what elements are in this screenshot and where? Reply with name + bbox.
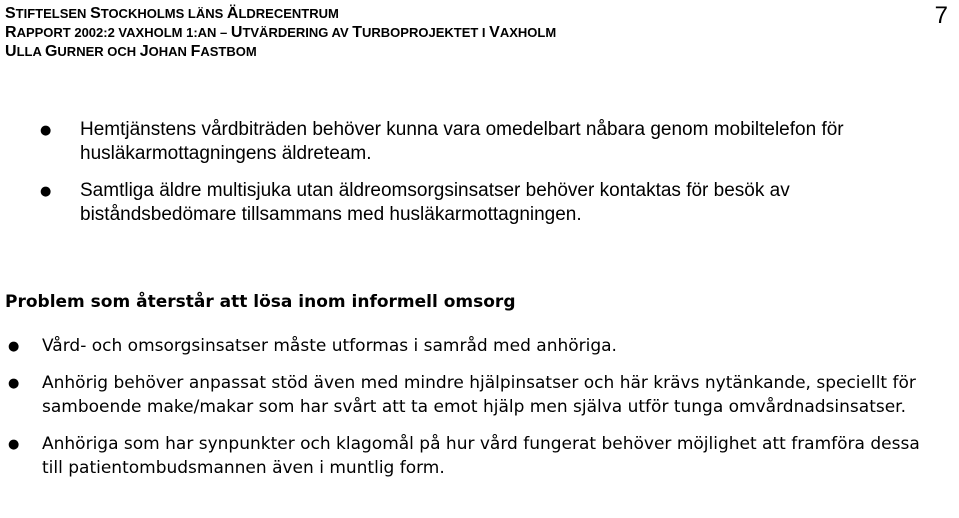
list-item-text: Vård- och omsorgsinsatser måste utformas i samråd med anhöriga. (42, 336, 617, 356)
list-item (0, 432, 942, 480)
list-item-text: Anhörig behöver anpassat stöd även med mindre hjälpinsatser och här krävs nytänkande, speciellt för samboende make/makar som har svårt att ta emot hjälp men själva utför tunga omvårdnadsinsatser. (42, 373, 916, 417)
list-item-text: Anhöriga som har synpunkter och klagomål på hur vård fungerat behöver möjlighet att framföra dessa till patientombudsmannen även i muntlig form. (42, 434, 920, 478)
list-item (0, 179, 940, 227)
bullet-icon: ● (8, 339, 20, 354)
list-item (0, 371, 942, 419)
recommendation-list (0, 118, 959, 240)
list-item-text: Hemtjänstens vårdbiträden behöver kunna vara omedelbart nåbara genom mobiltelefon för husläkarmottagningens äldreteam. (80, 119, 844, 164)
problem-list (0, 334, 959, 493)
header-report: RAPPORT 2002:2 VAXHOLM 1:AN – UTVÄRDERING AV TURBOPROJEKTET I VAXHOLM (5, 24, 557, 41)
bullet-icon: ● (8, 376, 20, 391)
bullet-icon: ● (8, 437, 20, 452)
bullet-icon: ● (40, 123, 52, 138)
list-item (0, 334, 942, 358)
list-item-text: Samtliga äldre multisjuka utan äldreomsorgsinsatser behöver kontaktas för besök av biståndsbedömare tillsammans med husläkarmottagningen. (80, 180, 790, 225)
running-header (5, 4, 556, 61)
list-item (0, 118, 940, 166)
header-authors: ULLA GURNER OCH JOHAN FASTBOM (5, 43, 257, 60)
header-organization: STIFTELSEN STOCKHOLMS LÄNS ÄLDRECENTRUM (5, 5, 339, 22)
section-heading: Problem som återstår att lösa inom informell omsorg (5, 292, 516, 312)
bullet-icon: ● (40, 184, 52, 199)
page-number: 7 (934, 2, 948, 29)
